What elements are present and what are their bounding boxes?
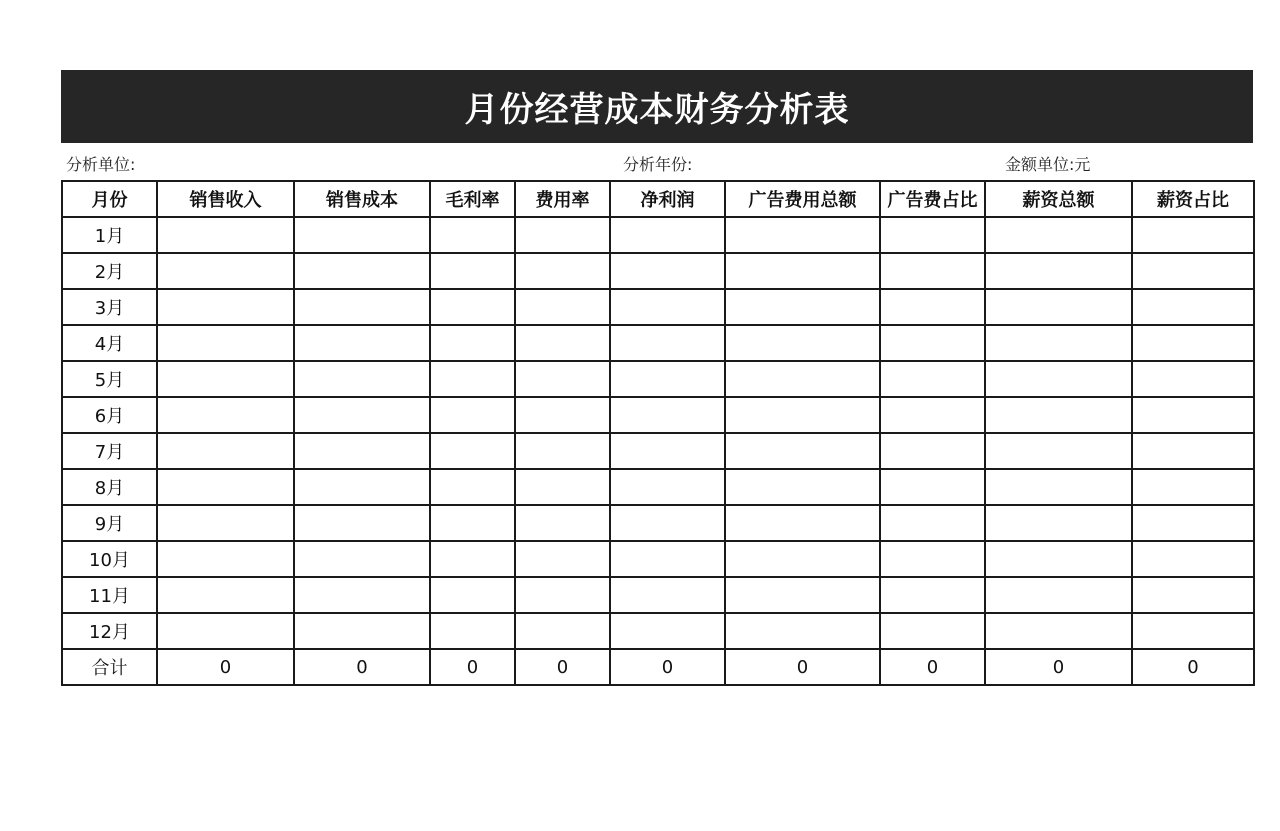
cell-expense-rate[interactable] [515, 505, 610, 541]
cell-sales-cost[interactable] [294, 577, 430, 613]
cell-expense-rate[interactable] [515, 217, 610, 253]
table-row [62, 505, 1254, 541]
cell-salary-total[interactable] [985, 217, 1132, 253]
cell-salary-total[interactable] [985, 361, 1132, 397]
cell-salary-total[interactable] [985, 433, 1132, 469]
cell-sales-revenue[interactable] [157, 289, 294, 325]
table-row [62, 397, 1254, 433]
cell-net-profit[interactable] [610, 433, 725, 469]
cell-expense-rate[interactable] [515, 325, 610, 361]
cell-expense-rate[interactable] [515, 469, 610, 505]
cell-sales-cost[interactable] [294, 217, 430, 253]
analysis-unit-label: 分析单位: [66, 155, 136, 174]
cell-ad-expense-total[interactable] [725, 505, 880, 541]
table-row [62, 541, 1254, 577]
cell-sales-cost[interactable] [294, 325, 430, 361]
cell-sales-cost[interactable] [294, 505, 430, 541]
month-cell[interactable]: 7月 [62, 433, 157, 469]
cell-gross-margin[interactable] [430, 469, 515, 505]
cell-sales-cost[interactable] [294, 361, 430, 397]
cell-ad-expense-total[interactable] [725, 397, 880, 433]
cell-gross-margin[interactable] [430, 577, 515, 613]
table-row [62, 433, 1254, 469]
cell-ad-expense-total[interactable] [725, 289, 880, 325]
cell-sales-cost[interactable] [294, 289, 430, 325]
header-sales-cost[interactable]: 销售成本 [294, 181, 430, 217]
cell-gross-margin[interactable] [430, 397, 515, 433]
month-cell[interactable]: 1月 [62, 217, 157, 253]
header-net-profit[interactable]: 净利润 [610, 181, 725, 217]
cell-net-profit[interactable] [610, 397, 725, 433]
cell-gross-margin[interactable] [430, 361, 515, 397]
cell-salary-ratio[interactable] [1132, 433, 1254, 469]
cell-ad-expense-ratio[interactable] [880, 433, 985, 469]
cell-salary-ratio[interactable] [1132, 469, 1254, 505]
month-cell[interactable]: 8月 [62, 469, 157, 505]
cell-ad-expense-total[interactable] [725, 253, 880, 289]
total-salary-ratio[interactable]: 0 [1132, 649, 1254, 685]
cell-sales-revenue[interactable] [157, 325, 294, 361]
table-row [62, 253, 1254, 289]
cost-analysis-table [61, 180, 1255, 686]
spreadsheet-sheet [61, 70, 1253, 686]
total-ad-expense-total[interactable]: 0 [725, 649, 880, 685]
cell-gross-margin[interactable] [430, 541, 515, 577]
cell-expense-rate[interactable] [515, 433, 610, 469]
meta-row [61, 143, 1253, 180]
cell-salary-ratio[interactable] [1132, 253, 1254, 289]
header-sales-revenue[interactable]: 销售收入 [157, 181, 294, 217]
cell-net-profit[interactable] [610, 253, 725, 289]
cell-salary-ratio[interactable] [1132, 361, 1254, 397]
cell-ad-expense-ratio[interactable] [880, 613, 985, 649]
cell-sales-revenue[interactable] [157, 613, 294, 649]
cell-ad-expense-total[interactable] [725, 541, 880, 577]
cell-salary-total[interactable] [985, 505, 1132, 541]
cell-ad-expense-total[interactable] [725, 613, 880, 649]
cell-salary-total[interactable] [985, 577, 1132, 613]
cell-expense-rate[interactable] [515, 361, 610, 397]
cell-ad-expense-total[interactable] [725, 577, 880, 613]
cell-expense-rate[interactable] [515, 613, 610, 649]
table-row [62, 361, 1254, 397]
cell-salary-total[interactable] [985, 397, 1132, 433]
cell-net-profit[interactable] [610, 325, 725, 361]
cell-ad-expense-ratio[interactable] [880, 325, 985, 361]
cell-net-profit[interactable] [610, 577, 725, 613]
table-body [62, 217, 1254, 685]
cell-ad-expense-ratio[interactable] [880, 397, 985, 433]
cell-gross-margin[interactable] [430, 217, 515, 253]
cell-gross-margin[interactable] [430, 505, 515, 541]
cell-salary-ratio[interactable] [1132, 325, 1254, 361]
cell-ad-expense-total[interactable] [725, 217, 880, 253]
cell-sales-cost[interactable] [294, 613, 430, 649]
cell-salary-total[interactable] [985, 289, 1132, 325]
total-ad-expense-ratio[interactable]: 0 [880, 649, 985, 685]
cell-salary-ratio[interactable] [1132, 397, 1254, 433]
cell-expense-rate[interactable] [515, 253, 610, 289]
cell-gross-margin[interactable] [430, 289, 515, 325]
header-salary-ratio[interactable]: 薪资占比 [1132, 181, 1254, 217]
cell-sales-cost[interactable] [294, 253, 430, 289]
table-row [62, 577, 1254, 613]
cell-ad-expense-total[interactable] [725, 325, 880, 361]
cell-salary-total[interactable] [985, 253, 1132, 289]
cell-ad-expense-ratio[interactable] [880, 505, 985, 541]
cell-sales-revenue[interactable] [157, 253, 294, 289]
total-salary-total[interactable]: 0 [985, 649, 1132, 685]
cell-salary-total[interactable] [985, 469, 1132, 505]
month-cell[interactable]: 12月 [62, 613, 157, 649]
title-bar [61, 70, 1253, 143]
cell-sales-cost[interactable] [294, 541, 430, 577]
month-cell[interactable]: 10月 [62, 541, 157, 577]
table-row [62, 325, 1254, 361]
cell-net-profit[interactable] [610, 613, 725, 649]
table-row [62, 289, 1254, 325]
cell-sales-revenue[interactable] [157, 361, 294, 397]
cell-net-profit[interactable] [610, 289, 725, 325]
cell-salary-ratio[interactable] [1132, 505, 1254, 541]
amount-unit-label: 金额单位:元 [1005, 155, 1091, 174]
cell-gross-margin[interactable] [430, 433, 515, 469]
totals-row [62, 649, 1254, 685]
cell-ad-expense-total[interactable] [725, 469, 880, 505]
table-row [62, 613, 1254, 649]
cell-sales-revenue[interactable] [157, 577, 294, 613]
total-gross-margin[interactable]: 0 [430, 649, 515, 685]
cell-net-profit[interactable] [610, 361, 725, 397]
cell-sales-cost[interactable] [294, 397, 430, 433]
table-row [62, 469, 1254, 505]
cell-expense-rate[interactable] [515, 289, 610, 325]
cell-salary-ratio[interactable] [1132, 541, 1254, 577]
header-month[interactable]: 月份 [62, 181, 157, 217]
month-cell[interactable]: 6月 [62, 397, 157, 433]
cell-ad-expense-ratio[interactable] [880, 289, 985, 325]
cell-gross-margin[interactable] [430, 325, 515, 361]
cell-sales-revenue[interactable] [157, 433, 294, 469]
cell-sales-revenue[interactable] [157, 397, 294, 433]
cell-gross-margin[interactable] [430, 613, 515, 649]
header-gross-margin[interactable]: 毛利率 [430, 181, 515, 217]
month-cell[interactable]: 11月 [62, 577, 157, 613]
cell-salary-total[interactable] [985, 613, 1132, 649]
cell-sales-revenue[interactable] [157, 505, 294, 541]
month-cell[interactable]: 4月 [62, 325, 157, 361]
header-ad-expense-ratio[interactable]: 广告费占比 [880, 181, 985, 217]
cell-salary-ratio[interactable] [1132, 613, 1254, 649]
totals-label[interactable]: 合计 [62, 649, 157, 685]
cell-ad-expense-ratio[interactable] [880, 217, 985, 253]
total-sales-revenue[interactable]: 0 [157, 649, 294, 685]
cell-gross-margin[interactable] [430, 253, 515, 289]
cell-ad-expense-total[interactable] [725, 361, 880, 397]
cell-net-profit[interactable] [610, 469, 725, 505]
total-sales-cost[interactable]: 0 [294, 649, 430, 685]
month-cell[interactable]: 3月 [62, 289, 157, 325]
cell-expense-rate[interactable] [515, 397, 610, 433]
cell-salary-total[interactable] [985, 541, 1132, 577]
cell-ad-expense-total[interactable] [725, 433, 880, 469]
cell-ad-expense-ratio[interactable] [880, 469, 985, 505]
header-ad-expense-total[interactable]: 广告费用总额 [725, 181, 880, 217]
total-net-profit[interactable]: 0 [610, 649, 725, 685]
cell-net-profit[interactable] [610, 541, 725, 577]
cell-net-profit[interactable] [610, 217, 725, 253]
analysis-year-label: 分析年份: [623, 155, 693, 174]
total-expense-rate[interactable]: 0 [515, 649, 610, 685]
cell-sales-revenue[interactable] [157, 541, 294, 577]
cell-sales-revenue[interactable] [157, 217, 294, 253]
cell-ad-expense-ratio[interactable] [880, 253, 985, 289]
month-cell[interactable]: 2月 [62, 253, 157, 289]
cell-expense-rate[interactable] [515, 541, 610, 577]
cell-salary-ratio[interactable] [1132, 577, 1254, 613]
cell-sales-revenue[interactable] [157, 469, 294, 505]
month-cell[interactable]: 5月 [62, 361, 157, 397]
cell-salary-total[interactable] [985, 325, 1132, 361]
cell-ad-expense-ratio[interactable] [880, 361, 985, 397]
cell-sales-cost[interactable] [294, 433, 430, 469]
header-expense-rate[interactable]: 费用率 [515, 181, 610, 217]
page-title: 月份经营成本财务分析表 [464, 90, 850, 130]
cell-salary-ratio[interactable] [1132, 217, 1254, 253]
cell-net-profit[interactable] [610, 505, 725, 541]
cell-expense-rate[interactable] [515, 577, 610, 613]
header-salary-total[interactable]: 薪资总额 [985, 181, 1132, 217]
cell-ad-expense-ratio[interactable] [880, 541, 985, 577]
cell-salary-ratio[interactable] [1132, 289, 1254, 325]
cell-ad-expense-ratio[interactable] [880, 577, 985, 613]
table-row [62, 217, 1254, 253]
cell-sales-cost[interactable] [294, 469, 430, 505]
table-header-row [62, 181, 1254, 217]
month-cell[interactable]: 9月 [62, 505, 157, 541]
